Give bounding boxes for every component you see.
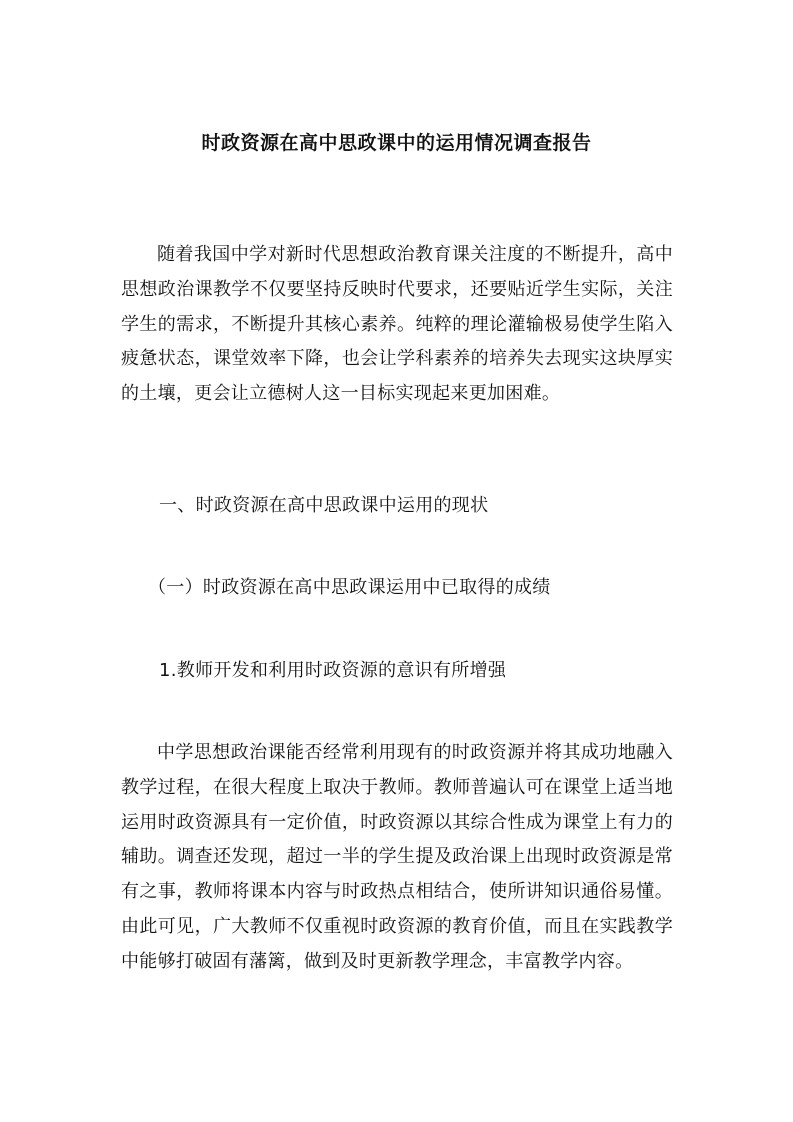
point-1-paragraph: 中学思想政治课能否经常利用现有的时政资源并将其成功地融入教学过程，在很大程度上取决于教师。教师普遍认可在课堂上适当地运用时政资源具有一定价值，时政资源以其综合性成为课堂上有力的辅助。调查还发现，超过一半的学生提及政治课上出现时政资源是常有之事，教师将课本内容与时政热点相结合，使所讲知识通俗易懂。由此可见，广大教师不仅重视时政资源的教育价值，而且在实践教学中能够打破固有藩篱，做到及时更新教学理念，丰富教学内容。 — [121, 742, 673, 972]
subsection-heading-1: （一）时政资源在高中思政课运用中已取得的成绩 — [148, 577, 551, 598]
intro-paragraph: 随着我国中学对新时代思想政治教育课关注度的不断提升，高中思想政治课教学不仅要坚持反映时代要求，还要贴近学生实际，关注学生的需求，不断提升其核心素养。纯粹的理论灌输极易使学生陷入疲惫状态，课堂效率下降，也会让学科素养的培养失去现实这块厚实的土壤，更会让立德树人这一目标实现起来更加困难。 — [121, 244, 673, 405]
document-title: 时政资源在高中思政课中的运用情况调查报告 — [201, 132, 592, 154]
section-heading-1: 一、时政资源在高中思政课中运用的现状 — [159, 495, 489, 516]
point-heading-1: 1.教师开发和利用时政资源的意识有所增强 — [159, 660, 507, 681]
